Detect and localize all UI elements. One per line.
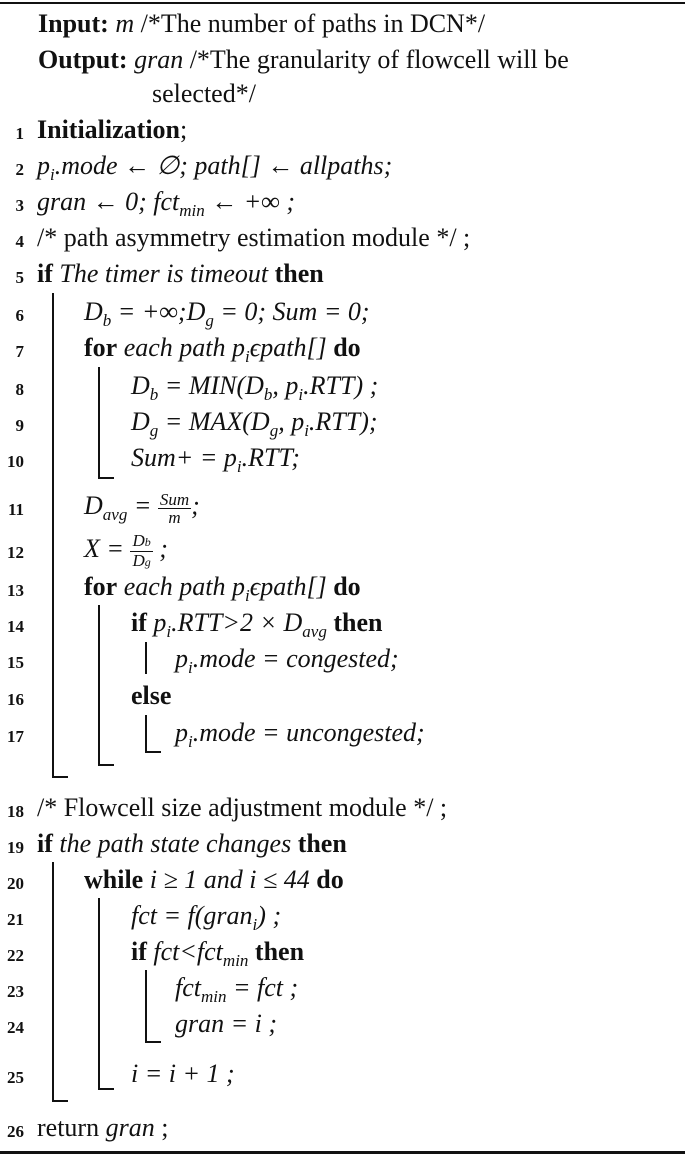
code-text: D xyxy=(84,491,103,520)
code-text: X = xyxy=(84,534,131,563)
line-number: 6 xyxy=(15,306,24,325)
block-line-for-1 xyxy=(98,367,100,477)
subscript: b xyxy=(263,385,273,404)
code-text: .mode = congested; xyxy=(192,644,399,673)
code-text: p xyxy=(175,718,188,747)
condition: ϵpath[] xyxy=(249,333,327,362)
keyword: do xyxy=(333,572,361,601)
algo-line-10 xyxy=(0,440,685,476)
subscript: i xyxy=(188,732,193,751)
code-text: i ≤ 44 xyxy=(249,865,310,894)
line-code xyxy=(131,934,304,970)
line-code xyxy=(131,605,382,641)
subscript: i xyxy=(304,421,309,440)
keyword: if xyxy=(37,829,53,858)
code-text: fct<fct xyxy=(153,937,223,966)
algo-line-25 xyxy=(0,1056,685,1092)
code-text: ← +∞ ; xyxy=(204,187,296,216)
code-text: ; xyxy=(191,491,200,520)
algo-line-24 xyxy=(0,1006,685,1042)
output-comment-cont xyxy=(152,78,256,110)
algo-line-14 xyxy=(0,605,685,641)
algo-line-23 xyxy=(0,970,685,1006)
subscript: avg xyxy=(102,505,128,524)
line-number: 20 xyxy=(7,874,24,893)
block-end-while xyxy=(98,1088,114,1090)
line-number: 22 xyxy=(7,946,24,965)
output-label: Output: xyxy=(38,45,128,74)
output-var: gran xyxy=(134,45,184,74)
keyword: then xyxy=(274,259,324,288)
line-number: 18 xyxy=(7,802,24,821)
code-text: = MIN(D xyxy=(158,371,264,400)
algo-line-13 xyxy=(0,569,685,605)
keyword: do xyxy=(333,333,361,362)
block-line-if-rtt xyxy=(145,642,147,674)
block-end-else xyxy=(145,751,161,753)
code-text: , p xyxy=(272,371,299,400)
block-line-while xyxy=(98,898,100,1089)
code-text: .RTT) ; xyxy=(303,371,379,400)
line-code xyxy=(175,641,399,677)
keyword: Initialization xyxy=(37,115,181,144)
line-number: 4 xyxy=(15,232,24,251)
code-text: = +∞;D xyxy=(111,297,206,326)
line-number: 17 xyxy=(7,727,24,746)
subscript: g xyxy=(149,421,159,440)
line-number: 24 xyxy=(7,1018,24,1037)
block-end-for-2 xyxy=(98,764,114,766)
output-line xyxy=(38,44,569,76)
code-text: p xyxy=(37,151,50,180)
line-code xyxy=(37,1110,168,1146)
subscript: min xyxy=(222,951,249,970)
keyword: else xyxy=(131,681,172,710)
keyword: if xyxy=(131,937,147,966)
block-end-if-state xyxy=(52,1100,68,1102)
subscript: i xyxy=(236,457,242,476)
algo-line-17 xyxy=(0,715,685,751)
denominator xyxy=(130,552,152,571)
code-text: Sum+ = p xyxy=(131,443,237,472)
code-text: gran xyxy=(105,1113,155,1142)
code-text: ) ; xyxy=(257,901,282,930)
algo-line-18 xyxy=(0,790,685,826)
subscript: i xyxy=(166,622,172,641)
code-text: i ≥ 1 xyxy=(149,865,198,894)
keyword: for xyxy=(84,333,118,362)
line-number: 21 xyxy=(7,910,24,929)
line-number: 8 xyxy=(15,380,24,399)
line-number: 10 xyxy=(7,452,24,471)
code-text: = 0; Sum = 0; xyxy=(213,297,370,326)
numerator xyxy=(130,532,152,552)
algo-line-7 xyxy=(0,330,685,366)
code-text: p xyxy=(153,608,167,637)
block-line-for-2 xyxy=(98,605,100,765)
code-text: p xyxy=(175,644,188,673)
code-text: = fct ; xyxy=(226,973,299,1002)
code-text: ; xyxy=(154,1113,169,1142)
line-code xyxy=(84,294,370,330)
numerator: Sum xyxy=(159,489,190,509)
keyword: return xyxy=(37,1113,100,1142)
fraction xyxy=(130,532,152,571)
code-text: .RTT); xyxy=(308,407,378,436)
algo-line-26 xyxy=(0,1110,685,1146)
algo-line-2 xyxy=(0,148,685,184)
line-code xyxy=(131,1056,235,1092)
code-text: D xyxy=(84,297,103,326)
line-number: 5 xyxy=(15,268,24,287)
line-number: 16 xyxy=(7,690,24,709)
keyword: if xyxy=(131,608,147,637)
subscript: b xyxy=(144,534,151,549)
denominator-text: D xyxy=(132,550,145,570)
input-label: Input: xyxy=(38,9,109,38)
line-code xyxy=(175,715,425,751)
algo-line-8 xyxy=(0,368,685,404)
fraction xyxy=(158,491,191,526)
line-code xyxy=(131,404,378,440)
numerator-text: D xyxy=(132,530,145,550)
algo-line-6 xyxy=(0,294,685,330)
line-code xyxy=(37,184,295,220)
algo-line-1 xyxy=(0,112,685,148)
output-comment: /*The granularity of flowcell will be xyxy=(189,45,569,74)
code-text: = xyxy=(127,491,158,520)
comment-text: /* Flowcell size adjustment module */ ; xyxy=(37,793,448,822)
condition: The timer is timeout xyxy=(59,259,269,288)
line-code xyxy=(37,256,324,292)
line-number: 23 xyxy=(7,982,24,1001)
line-code xyxy=(131,898,281,934)
output-comment-2: selected*/ xyxy=(152,79,256,108)
code-text: gran = i ; xyxy=(175,1009,278,1038)
input-var: m xyxy=(115,9,135,38)
algo-line-15 xyxy=(0,641,685,677)
subscript: min xyxy=(201,987,227,1006)
line-number: 26 xyxy=(7,1122,24,1141)
block-line-if-state xyxy=(52,862,54,1101)
algo-line-21 xyxy=(0,898,685,934)
algo-line-22 xyxy=(0,934,685,970)
code-text: , p xyxy=(278,407,305,436)
subscript: i xyxy=(252,915,258,934)
subscript: g xyxy=(205,311,214,330)
line-number: 13 xyxy=(7,581,24,600)
subscript: g xyxy=(144,554,151,569)
line-code xyxy=(37,148,392,184)
line-number: 12 xyxy=(7,543,24,562)
keyword: do xyxy=(316,865,344,894)
top-rule xyxy=(0,2,685,4)
line-number: 25 xyxy=(7,1068,24,1087)
block-end-for-1 xyxy=(98,477,114,479)
code-text: .mode = uncongested; xyxy=(192,718,425,747)
line-code xyxy=(175,970,298,1006)
subscript: b xyxy=(149,385,159,404)
block-end-if-timer xyxy=(52,776,68,778)
line-code xyxy=(175,1006,277,1042)
keyword: while xyxy=(84,865,144,894)
line-code xyxy=(131,678,171,714)
block-line-else xyxy=(145,715,147,751)
bottom-rule xyxy=(0,1151,685,1154)
code-text: gran ← 0; fct xyxy=(37,187,180,216)
code-text: .mode ← ∅; path[] ← allpaths; xyxy=(54,151,393,180)
code-text: i = i + 1 ; xyxy=(131,1059,235,1088)
subscript: i xyxy=(298,385,304,404)
line-code xyxy=(84,530,168,570)
condition: each path p xyxy=(123,572,246,601)
line-number: 9 xyxy=(15,416,24,435)
subscript: avg xyxy=(302,622,327,641)
code-text: .RTT>2 × D xyxy=(171,608,303,637)
block-line-if-fct xyxy=(145,970,147,1042)
line-number: 1 xyxy=(15,124,24,143)
keyword: then xyxy=(297,829,347,858)
keyword: then xyxy=(254,937,305,966)
subscript: i xyxy=(245,347,250,366)
line-code xyxy=(84,488,200,527)
code-text: fct = f(gran xyxy=(131,901,253,930)
subscript: i xyxy=(50,165,55,184)
algo-line-3 xyxy=(0,184,685,220)
input-comment: /*The number of paths in DCN*/ xyxy=(140,9,486,38)
line-code xyxy=(84,330,361,366)
condition: the path state changes xyxy=(59,829,292,858)
keyword: for xyxy=(84,572,118,601)
algo-line-19 xyxy=(0,826,685,862)
algo-line-9 xyxy=(0,404,685,440)
subscript: min xyxy=(179,201,205,220)
comment-text: /* path asymmetry estimation module */ ; xyxy=(37,223,471,252)
line-number: 11 xyxy=(7,500,24,519)
subscript: i xyxy=(245,586,250,605)
subscript: i xyxy=(188,658,193,677)
line-number: 15 xyxy=(7,653,24,672)
code-text: ; xyxy=(180,115,188,144)
line-number: 7 xyxy=(15,342,24,361)
line-number: 3 xyxy=(15,196,24,215)
line-code xyxy=(131,368,378,404)
keyword: then xyxy=(333,608,383,637)
block-line-if-timer xyxy=(52,293,54,777)
code-text: and xyxy=(203,865,243,894)
denominator: m xyxy=(168,507,181,527)
line-code xyxy=(37,112,187,148)
code-text: D xyxy=(131,371,150,400)
algo-line-16 xyxy=(0,678,685,714)
condition: each path p xyxy=(123,333,246,362)
block-end-if-fct xyxy=(145,1041,161,1043)
code-text: = MAX(D xyxy=(158,407,270,436)
keyword: if xyxy=(37,259,53,288)
algo-line-12 xyxy=(0,530,685,570)
subscript: b xyxy=(102,311,112,330)
input-line xyxy=(38,8,485,40)
condition: ϵpath[] xyxy=(249,572,327,601)
line-number: 14 xyxy=(7,617,24,636)
line-code xyxy=(84,569,361,605)
line-number: 2 xyxy=(15,160,24,179)
code-text: ; xyxy=(152,534,168,563)
subscript: g xyxy=(269,421,279,440)
algo-line-11 xyxy=(0,488,685,527)
code-text: .RTT; xyxy=(241,443,300,472)
line-code xyxy=(37,826,347,862)
line-number: 19 xyxy=(7,838,24,857)
algo-line-4 xyxy=(0,220,685,256)
algo-line-5 xyxy=(0,256,685,292)
line-code xyxy=(131,440,300,476)
code-text: fct xyxy=(175,973,201,1002)
code-text: D xyxy=(131,407,150,436)
line-code xyxy=(84,862,344,898)
algo-line-20 xyxy=(0,862,685,898)
